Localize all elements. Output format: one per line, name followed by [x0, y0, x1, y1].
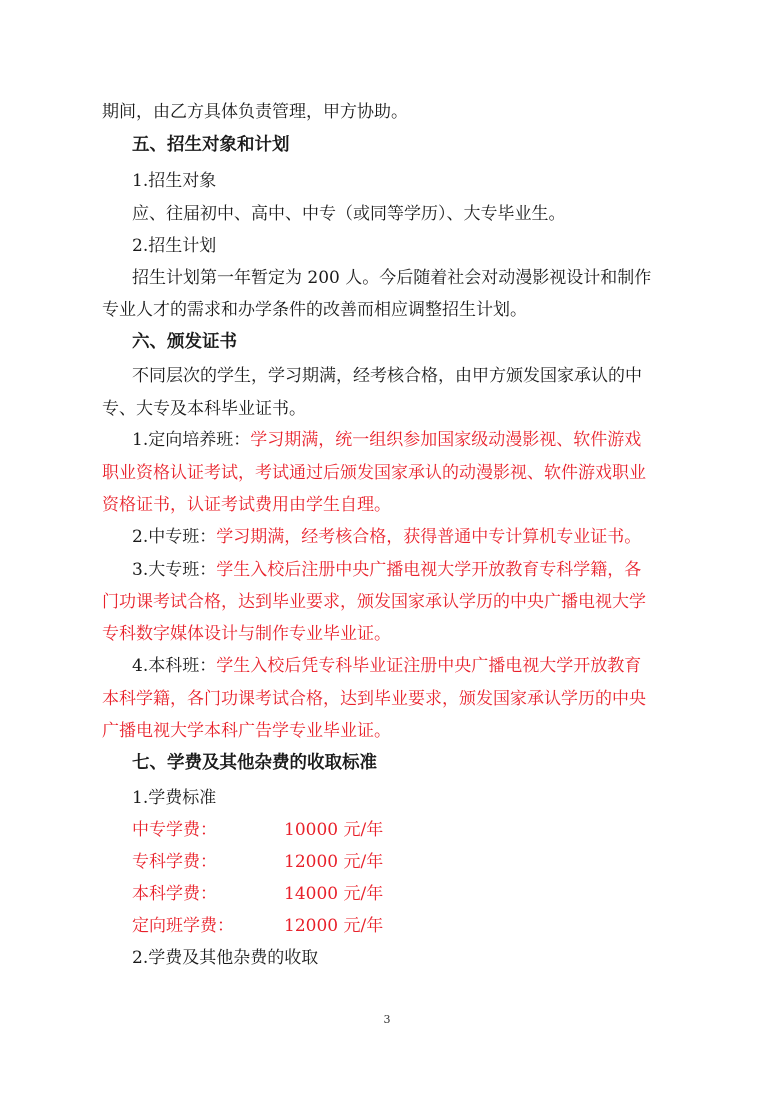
item-bachelor-class-line2: 本科学籍，各门功课考试合格，达到毕业要求，颁发国家承认学历的中央: [102, 689, 646, 709]
section-heading-enrollment: 五、招生对象和计划: [132, 135, 290, 155]
item-college-class-label: 3.大专班：: [132, 560, 217, 580]
paragraph-enrollment-plan-line2: 专业人才的需求和办学条件的改善而相应调整招生计划。: [102, 300, 527, 320]
item-secondary-class-label: 2.中专班：: [132, 527, 217, 547]
fee-label: 中专学费：: [132, 820, 217, 840]
paragraph-certificates-line2: 专、大专及本科毕业证书。: [102, 399, 306, 419]
subheading-enrollment-target: 1.招生对象: [132, 171, 217, 191]
item-directed-class-line2: 职业资格认证考试，考试通过后颁发国家承认的动漫影视、软件游戏职业: [102, 463, 646, 483]
subheading-fee-collection: 2.学费及其他杂费的收取: [132, 948, 319, 968]
fee-row-directed: [132, 914, 383, 938]
fee-amount: 12000 元/年: [284, 916, 384, 936]
subheading-tuition-standard: 1.学费标准: [132, 788, 217, 808]
item-bachelor-class-label: 4.本科班：: [132, 656, 217, 676]
item-secondary-class-text: 学习期满，经考核合格，获得普通中专计算机专业证书。: [216, 527, 642, 547]
item-bachelor-class-line3: 广播电视大学本科广告学专业毕业证。: [102, 721, 391, 741]
item-bachelor-class-text: 学生入校后凭专科毕业证注册中央广播电视大学开放教育: [216, 656, 642, 676]
section-heading-fees: 七、学费及其他杂费的收取标准: [132, 753, 377, 773]
paragraph-enrollment-target: 应、往届初中、高中、中专（或同等学历）、大专毕业生。: [132, 204, 566, 224]
subheading-enrollment-plan: 2.招生计划: [132, 236, 217, 256]
section-heading-certificates: 六、颁发证书: [132, 332, 237, 352]
item-college-class-line3: 专科数字媒体设计与制作专业毕业证。: [102, 624, 391, 644]
fee-amount: 10000 元/年: [284, 820, 384, 840]
fee-label: 本科学费：: [132, 884, 217, 904]
fee-label: 专科学费：: [132, 852, 217, 872]
fee-row-secondary: [132, 818, 383, 842]
paragraph-certificates-line1: 不同层次的学生，学习期满，经考核合格，由甲方颁发国家承认的中: [132, 366, 642, 386]
item-college-class-line2: 门功课考试合格，达到毕业要求，颁发国家承认学历的中央广播电视大学: [102, 592, 646, 612]
item-directed-class-label: 1.定向培养班：: [132, 430, 251, 450]
paragraph-enrollment-plan-line1: 招生计划第一年暂定为 200 人。今后随着社会对动漫影视设计和制作: [132, 268, 652, 288]
item-college-class-line1: [132, 558, 641, 582]
paragraph-continuation: 期间，由乙方具体负责管理，甲方协助。: [102, 102, 408, 122]
item-directed-class-line3: 资格证书，认证考试费用由学生自理。: [102, 495, 391, 515]
item-bachelor-class-line1: [132, 654, 641, 678]
item-directed-class-text: 学习期满，统一组织参加国家级动漫影视、软件游戏: [250, 430, 642, 450]
fee-label: 定向班学费：: [132, 916, 234, 936]
item-directed-class-line1: [132, 428, 641, 452]
fee-amount: 12000 元/年: [284, 852, 384, 872]
item-secondary-class: [132, 525, 641, 549]
fee-row-college: [132, 850, 383, 874]
fee-amount: 14000 元/年: [284, 884, 384, 904]
item-college-class-text: 学生入校后注册中央广播电视大学开放教育专科学籍，各: [216, 560, 642, 580]
page-number: 3: [383, 1013, 391, 1026]
fee-row-bachelor: [132, 882, 383, 906]
